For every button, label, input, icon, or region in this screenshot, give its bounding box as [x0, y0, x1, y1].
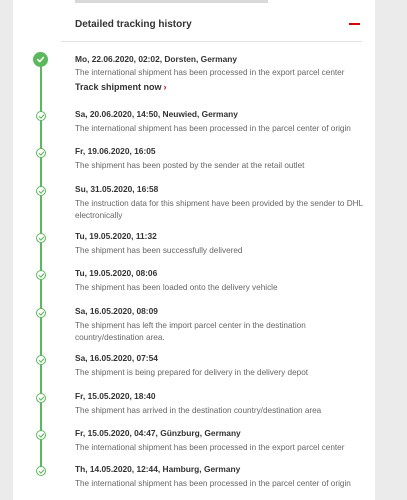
event-description: The international shipment has been processed in the export parcel center: [75, 68, 345, 77]
event-description: The instruction data for this shipment have been provided by the sender to DHL electronically: [75, 199, 363, 220]
page-background-right: [375, 0, 407, 500]
header-divider: [61, 41, 362, 42]
event-description: The shipment has been loaded onto the delivery vehicle: [75, 283, 278, 292]
check-icon: [36, 308, 46, 318]
track-shipment-link[interactable]: [75, 82, 167, 92]
tracking-history-title: Detailed tracking history: [75, 19, 192, 30]
tracking-event: [75, 428, 365, 454]
track-shipment-label: Track shipment now: [75, 82, 162, 92]
event-description: The international shipment has been processed in the parcel center of origin: [75, 124, 351, 133]
event-description: The international shipment has been processed in the parcel center of origin: [75, 479, 351, 488]
collapse-minus-icon[interactable]: [349, 23, 360, 25]
check-icon: [36, 111, 46, 121]
event-description: The shipment has left the import parcel center in the destination country/destination area.: [75, 321, 306, 342]
event-datetime: Fr, 19.06.2020, 16:05: [75, 146, 156, 156]
check-icon: [36, 430, 46, 440]
tracking-event: [75, 464, 365, 490]
tracking-event: [75, 146, 365, 172]
check-icon: [36, 270, 46, 280]
check-icon: [36, 466, 46, 476]
top-divider: [75, 0, 268, 3]
event-description: The shipment has been successfully delivered: [75, 246, 243, 255]
event-datetime: Su, 31.05.2020, 16:58: [75, 184, 159, 194]
event-datetime: Sa, 20.06.2020, 14:50, Neuwied, Germany: [75, 109, 238, 119]
event-description: The international shipment has been processed in the export parcel center: [75, 443, 345, 452]
current-status-check-icon: [33, 52, 48, 67]
event-datetime: Mo, 22.06.2020, 02:02, Dorsten, Germany: [75, 54, 237, 64]
chevron-right-icon: ›: [163, 82, 167, 92]
tracking-event: [75, 391, 365, 417]
check-icon: [36, 186, 46, 196]
event-description: The shipment is being prepared for delivery in the delivery depot: [75, 368, 309, 377]
tracking-event: [75, 306, 335, 343]
event-datetime: Fr, 15.05.2020, 18:40: [75, 391, 156, 401]
tracking-event: [75, 184, 365, 221]
event-datetime: Fr, 15.05.2020, 04:47, Günzburg, Germany: [75, 428, 241, 438]
page-background-left: [0, 0, 13, 500]
event-description: The shipment has arrived in the destination country/destination area: [75, 406, 322, 415]
tracking-event: [75, 54, 344, 79]
event-datetime: Tu, 19.05.2020, 08:06: [75, 268, 158, 278]
event-datetime: Sa, 16.05.2020, 07:54: [75, 353, 158, 363]
check-icon: [36, 233, 46, 243]
check-icon: [36, 355, 46, 365]
tracking-event: [75, 231, 365, 257]
tracking-event: [75, 353, 365, 379]
event-datetime: Sa, 16.05.2020, 08:09: [75, 306, 158, 316]
event-datetime: Tu, 19.05.2020, 11:32: [75, 231, 157, 241]
tracking-event: [75, 268, 365, 294]
check-icon: [36, 393, 46, 403]
event-description: The shipment has been posted by the sender at the retail outlet: [75, 161, 305, 170]
event-datetime: Th, 14.05.2020, 12:44, Hamburg, Germany: [75, 464, 241, 474]
check-icon: [36, 148, 46, 158]
tracking-event: [75, 109, 365, 135]
